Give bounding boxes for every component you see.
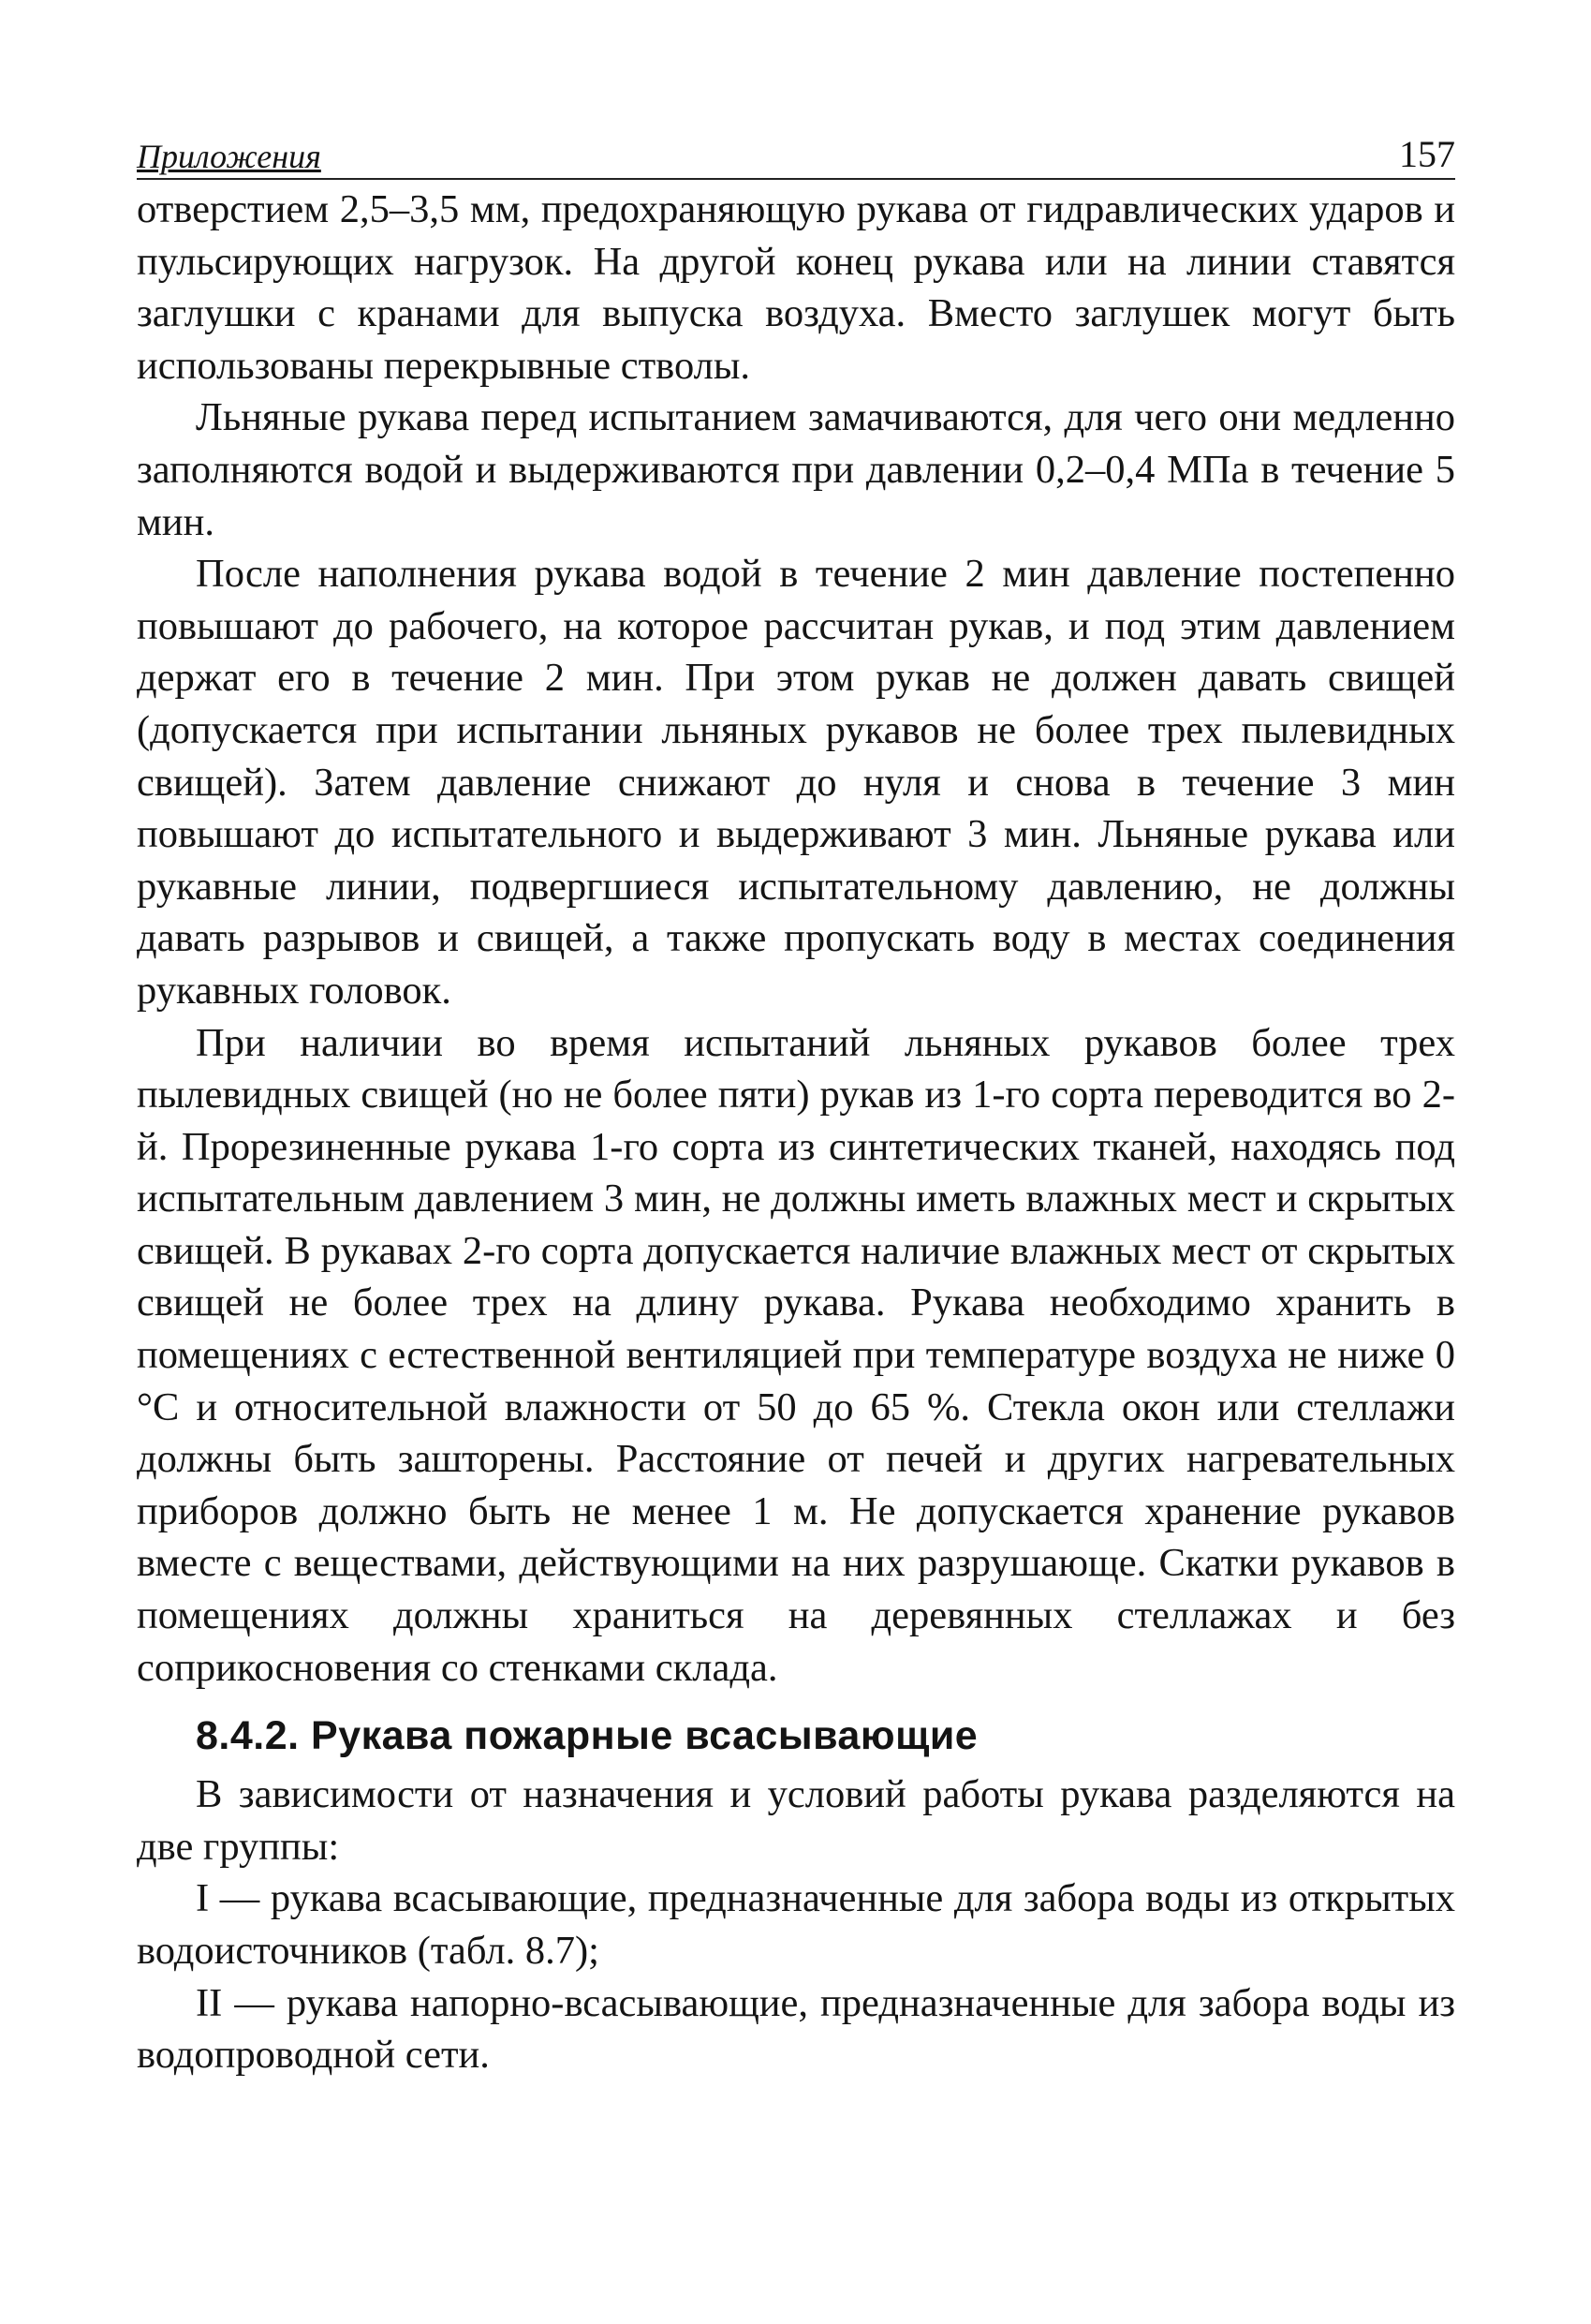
section-heading: 8.4.2. Рукава пожарные всасывающие [196, 1713, 979, 1759]
paragraph-linen-soaking: Льняные рукава перед испытанием замачиваются, для чего они медленно заполняются водой и выдерживаются при давлении 0,2–0,4 МПа в течение 5 мин. [137, 395, 1455, 544]
paragraph-continued: отверстием 2,5–3,5 мм, предохраняющую рукава от гидравлических ударов и пульсирующих нагрузок. На другой конец рукава или на линии ставятся заглушки с кранами для выпуска воздуха. Вместо заглушек могут быть использованы перекрывные стволы. [137, 187, 1455, 388]
paragraph-pressure-test: После наполнения рукава водой в течение 2 мин давление постепенно повышают до рабочего, на которое рассчитан рукав, и под этим давлением держат его в течение 2 мин. При этом рукав не должен давать свищей (допускается при испытании льняных рукавов не более трех пылевидных свищей). Затем давление снижают до нуля и снова в течение 3 мин повышают до испытательного и выдерживают 3 мин. Льняные рукава или рукавные линии, подвергшиеся испытательному давлению, не должны давать разрывов и свищей, а также пропускать воду в местах соединения рукавных головок. [137, 552, 1455, 1013]
running-header [137, 129, 1455, 180]
paragraph-grading-storage: При наличии во время испытаний льняных рукавов более трех пылевидных свищей (но не более пяти) рукав из 1-го сорта переводится во 2-й. Прорезиненные рукава 1-го сорта из синтетических тканей, находясь под испытательным давлением 3 мин, не должны иметь влажных мест и скрытых свищей. В рукавах 2-го сорта допускается наличие влажных мест от скрытых свищей не более трех на длину рукава. Рукава необходимо хранить в помещениях с естественной вентиляцией при температуре воздуха не ниже 0 °С и относительной влажности от 50 до 65 %. Стекла окон или стеллажи должны быть зашторены. Расстояние от печей и других нагревательных приборов должно быть не менее 1 м. Не допускается хранение рукавов вместе с веществами, действующими на них разрушающе. Скатки рукавов в помещениях должны храниться на деревянных стеллажах и без соприкосновения со стенками склада. [137, 1020, 1455, 1690]
running-title: Приложения [137, 138, 321, 175]
paragraph-group-one: I — рукава всасывающие, предназначенные для забора воды из открытых водоисточников (табл. 8.7); [137, 1876, 1455, 1973]
page-number: 157 [1399, 133, 1455, 175]
body-text [137, 184, 1455, 2081]
paragraph-group-two: II — рукава напорно-всасывающие, предназначенные для забора воды из водопроводной сети. [137, 1980, 1455, 2078]
paragraph-groups-intro: В зависимости от назначения и условий работы рукава разделяются на две группы: [137, 1772, 1455, 1869]
